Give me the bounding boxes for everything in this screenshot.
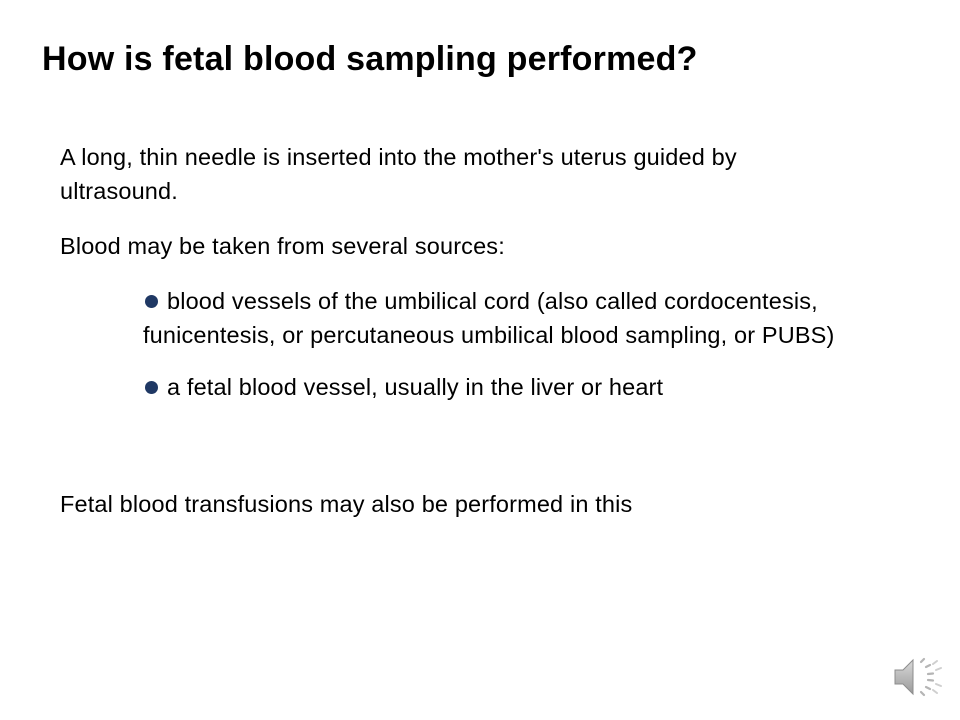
- bullet-dot-icon: [145, 295, 158, 308]
- bullet-item-umbilical-cord: [143, 284, 933, 352]
- paragraph-blood-sources: Blood may be taken from several sources:: [60, 233, 505, 259]
- speaker-icon[interactable]: [893, 655, 945, 699]
- bullet-item-fetal-vessel: [143, 370, 933, 404]
- paragraph-needle-insertion: A long, thin needle is inserted into the mother's uterus guided by ultrasound.: [60, 144, 737, 204]
- paragraph-transfusions: Fetal blood transfusions may also be performed in this: [60, 491, 633, 517]
- bullet-text: a fetal blood vessel, usually in the liver or heart: [167, 374, 664, 400]
- slide-title: How is fetal blood sampling performed?: [42, 40, 698, 78]
- bullet-dot-icon: [145, 381, 158, 394]
- bullet-list: [143, 284, 933, 422]
- bullet-text: blood vessels of the umbilical cord (also called cordocentesis, funicentesis, or percutaneous umbilical blood sampling, or PUBS): [143, 288, 835, 348]
